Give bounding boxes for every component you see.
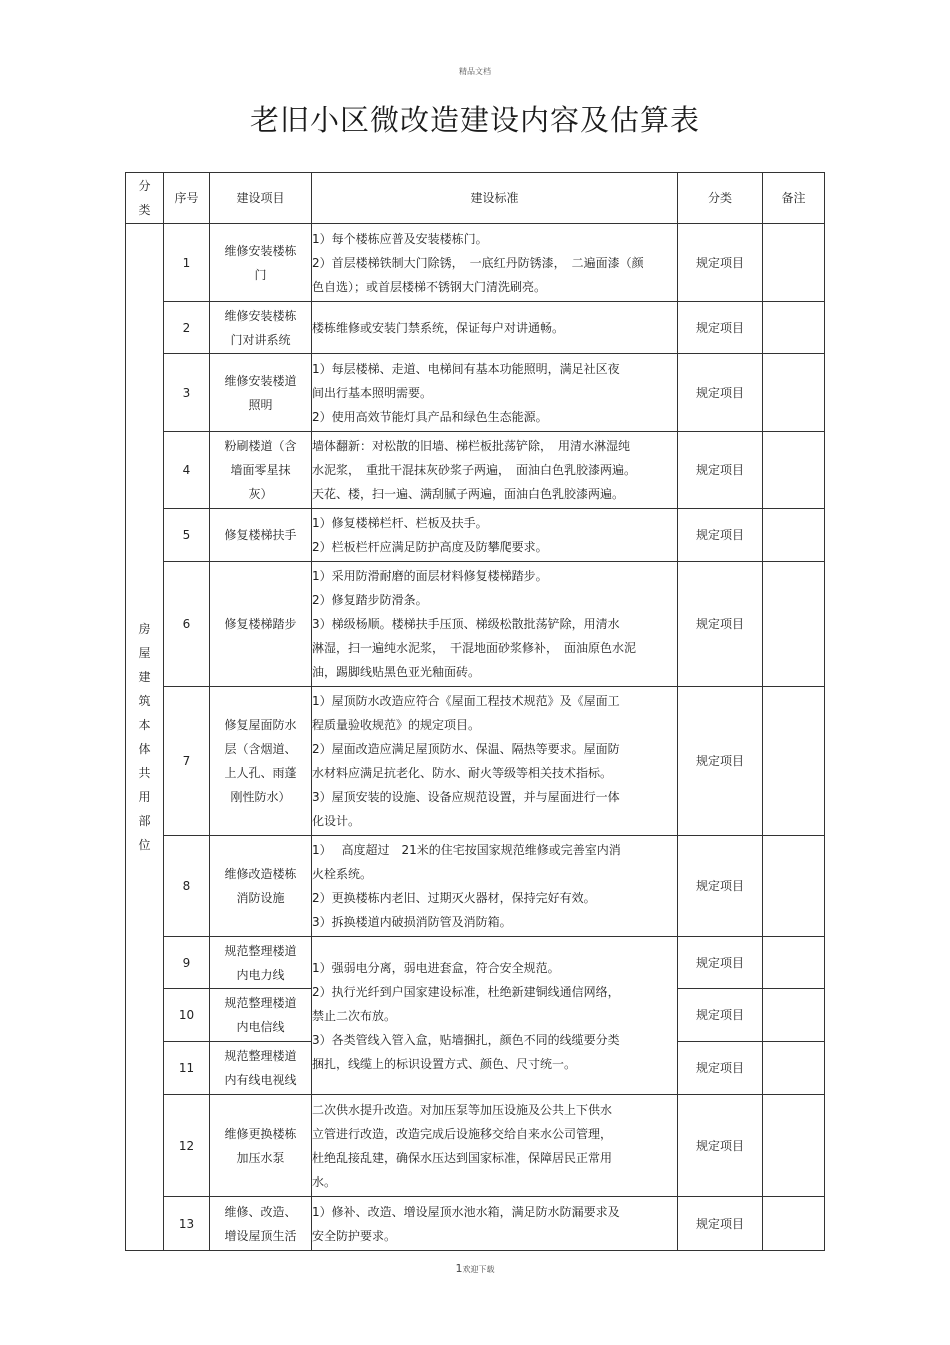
standard-line: 1）每层楼梯、走道、电梯间有基本功能照明，满足社区夜 (312, 361, 620, 376)
category-char: 部 (138, 814, 151, 828)
project-cell (210, 302, 312, 354)
type-cell: 规定项目 (678, 937, 763, 989)
table-row (126, 1095, 825, 1197)
standard-line: 色自选）；或首层楼梯不锈钢大门清洗刷亮。 (312, 279, 547, 294)
project-line: 消防设施 (236, 891, 285, 905)
standard-line: 1）采用防滑耐磨的面层材料修复楼梯踏步。 (312, 569, 548, 583)
standard-line: 2）栏板栏杆应满足防护高度及防攀爬要求。 (312, 540, 548, 554)
standard-cell (312, 302, 678, 354)
standard-cell (312, 509, 678, 562)
header-seq: 序号 (164, 173, 210, 224)
table-row (126, 432, 825, 509)
standard-cell (312, 562, 678, 687)
project-line: 层（含烟道、 (224, 742, 297, 756)
category-char: 屋 (138, 646, 151, 660)
remark-cell (763, 1042, 825, 1095)
project-line: 规范整理楼道 (224, 943, 297, 958)
type-cell: 规定项目 (678, 989, 763, 1042)
standard-line: 间出行基本照明需要。 (312, 385, 433, 400)
standard-line: 3）拆换楼道内破损消防管及消防箱。 (312, 915, 512, 929)
remark-cell (763, 354, 825, 432)
project-line: 粉刷楼道（含 (224, 439, 297, 453)
category-char: 建 (138, 670, 151, 684)
standard-line: 油，踢脚线贴黑色亚光釉面砖。 (312, 665, 481, 679)
project-line: 维修安装楼栋 (224, 308, 297, 323)
type-cell: 规定项目 (678, 1197, 763, 1251)
type-cell: 规定项目 (678, 1095, 763, 1197)
project-line: 刚性防水） (230, 790, 291, 804)
standard-line: 安全防护要求。 (312, 1228, 397, 1243)
table-row (126, 1197, 825, 1251)
project-line: 照明 (248, 397, 273, 412)
project-line: 上人孔、雨蓬 (224, 766, 297, 780)
standard-line: 程质量验收规范》的规定项目。 (312, 718, 481, 732)
seq-cell: 13 (164, 1197, 210, 1251)
page-number: 1 (455, 1262, 463, 1275)
standard-cell (312, 836, 678, 937)
project-line: 增设屋顶生活 (224, 1228, 297, 1243)
standard-line: 1）每个楼栋应普及安装楼栋门。 (312, 231, 488, 246)
project-line: 维修更换楼栋 (224, 1126, 297, 1141)
project-line: 规范整理楼道 (224, 996, 297, 1010)
standard-cell-merged (312, 937, 678, 1095)
page-title: 老旧小区微改造建设内容及估算表 (249, 103, 700, 137)
project-line: 门 (254, 267, 267, 282)
header-standard: 建设标准 (312, 173, 678, 224)
type-cell: 规定项目 (678, 509, 763, 562)
project-cell (210, 836, 312, 937)
seq-cell: 9 (164, 937, 210, 989)
standard-line: 墙体翻新：对松散的旧墙、梯栏板批荡铲除， 用清水淋湿纯 (312, 439, 631, 453)
type-cell: 规定项目 (678, 1042, 763, 1095)
standard-line: 杜绝乱接乱建，确保水压达到国家标准，保障居民正常用 (312, 1150, 613, 1165)
standard-line: 1）修补、改造、增设屋顶水池水箱，满足防水防漏要求及 (312, 1204, 620, 1219)
remark-cell (763, 937, 825, 989)
page-footer (0, 1262, 950, 1275)
standard-line: 水泥浆， 重批干混抹灰砂浆子两遍， 面油白色乳胶漆两遍。 (312, 463, 637, 477)
project-cell (210, 687, 312, 836)
standard-line: 立管进行改造，改造完成后设施移交给自来水公司管理， (312, 1126, 613, 1141)
category-char: 房 (138, 622, 151, 636)
seq-cell: 11 (164, 1042, 210, 1095)
remark-cell (763, 1095, 825, 1197)
header-category (126, 173, 164, 224)
project-line: 修复屋面防水 (224, 718, 297, 732)
standard-line: 化设计。 (312, 814, 361, 828)
standard-line: 3）梯级杨顺。楼梯扶手压顶、梯级松散批荡铲除，用清水 (312, 617, 620, 631)
project-cell (210, 432, 312, 509)
remark-cell (763, 432, 825, 509)
table-header-row (126, 173, 825, 224)
type-cell: 规定项目 (678, 302, 763, 354)
seq-cell: 4 (164, 432, 210, 509)
type-cell: 规定项目 (678, 432, 763, 509)
standard-line: 2）更换楼栋内老旧、过期灭火器材，保持完好有效。 (312, 891, 596, 905)
standard-line: 2）屋面改造应满足屋顶防水、保温、隔热等要求。屋面防 (312, 742, 620, 756)
standard-cell (312, 432, 678, 509)
standard-line: 1）强弱电分离，弱电进套盒，符合安全规范。 (312, 960, 560, 975)
standard-line: 楼栋维修或安装门禁系统，保证每户对讲通畅。 (312, 320, 565, 335)
project-line: 内有线电视线 (224, 1073, 297, 1087)
category-char: 位 (138, 838, 151, 852)
project-cell (210, 562, 312, 687)
project-cell (210, 224, 312, 302)
project-line: 维修、改造、 (224, 1204, 297, 1219)
project-line: 规范整理楼道 (224, 1049, 297, 1063)
standard-line: 1） 高度超过 21米的住宅按国家规范维修或完善室内消 (312, 843, 621, 857)
category-char: 用 (138, 790, 151, 804)
standard-line: 天花、楼，扫一遍、满刮腻子两遍，面油白色乳胶漆两遍。 (312, 487, 625, 501)
project-cell (210, 354, 312, 432)
table-row (126, 354, 825, 432)
seq-cell: 5 (164, 509, 210, 562)
standard-line: 3）屋顶安装的设施、设备应规范设置，并与屋面进行一体 (312, 790, 620, 804)
standard-line: 1）修复楼梯栏杆、栏板及扶手。 (312, 516, 488, 530)
project-cell (210, 989, 312, 1042)
seq-cell: 1 (164, 224, 210, 302)
table-row (126, 937, 825, 989)
header-category-line: 分 (138, 179, 151, 193)
seq-cell: 10 (164, 989, 210, 1042)
header-type: 分类 (678, 173, 763, 224)
standard-cell (312, 687, 678, 836)
remark-cell (763, 836, 825, 937)
standard-line: 火栓系统。 (312, 867, 373, 881)
table-row (126, 224, 825, 302)
category-char: 筑 (138, 694, 151, 708)
remark-cell (763, 687, 825, 836)
header-category-line: 类 (138, 203, 151, 217)
standard-line: 2）使用高效节能灯具产品和绿色生态能源。 (312, 409, 548, 424)
remark-cell (763, 509, 825, 562)
seq-cell: 12 (164, 1095, 210, 1197)
standard-line: 2）执行光纤到户国家建设标准，杜绝新建铜线通信网络， (312, 984, 620, 999)
type-cell: 规定项目 (678, 562, 763, 687)
standard-line: 禁止二次布放。 (312, 1008, 397, 1023)
project-line: 加压水泵 (236, 1150, 285, 1165)
header-remark: 备注 (763, 173, 825, 224)
remark-cell (763, 302, 825, 354)
project-cell (210, 937, 312, 989)
project-line: 修复楼梯扶手 (224, 528, 297, 542)
project-line: 内电信线 (236, 1020, 285, 1034)
seq-cell: 2 (164, 302, 210, 354)
project-line: 维修安装楼栋 (224, 243, 297, 258)
standard-line: 2）首层楼梯铁制大门除锈， 一底红丹防锈漆， 二遍面漆（颜 (312, 255, 644, 270)
category-char: 共 (138, 766, 151, 780)
standard-line: 水。 (312, 1174, 337, 1189)
project-line: 墙面零星抹 (230, 463, 291, 477)
table-row (126, 302, 825, 354)
table-row (126, 687, 825, 836)
seq-cell: 8 (164, 836, 210, 937)
seq-cell: 6 (164, 562, 210, 687)
type-cell: 规定项目 (678, 224, 763, 302)
category-cell (126, 224, 164, 1251)
remark-cell (763, 989, 825, 1042)
standard-cell (312, 354, 678, 432)
seq-cell: 7 (164, 687, 210, 836)
category-char: 体 (138, 742, 151, 756)
standard-line: 2）修复踏步防滑条。 (312, 593, 428, 607)
header-note: 精品文档 (459, 67, 491, 76)
project-line: 内电力线 (236, 967, 285, 982)
category-char: 本 (138, 718, 151, 732)
remark-cell (763, 224, 825, 302)
project-line: 维修安装楼道 (224, 373, 297, 388)
project-cell (210, 509, 312, 562)
seq-cell: 3 (164, 354, 210, 432)
estimate-table (125, 172, 825, 1251)
type-cell: 规定项目 (678, 836, 763, 937)
table-row (126, 509, 825, 562)
standard-cell (312, 1095, 678, 1197)
type-cell: 规定项目 (678, 354, 763, 432)
type-cell: 规定项目 (678, 687, 763, 836)
standard-cell (312, 1197, 678, 1251)
header-project: 建设项目 (210, 173, 312, 224)
standard-line: 3）各类管线入管入盒，贴墙捆扎，颜色不同的线缆要分类 (312, 1032, 620, 1047)
standard-line: 二次供水提升改造。对加压泵等加压设施及公共上下供水 (312, 1102, 613, 1117)
table-row (126, 836, 825, 937)
footer-text: 欢迎下载 (462, 1265, 495, 1274)
standard-line: 淋湿，扫一遍纯水泥浆， 干混地面砂浆修补， 面油原色水泥 (312, 641, 637, 655)
remark-cell (763, 562, 825, 687)
project-cell (210, 1095, 312, 1197)
standard-line: 水材料应满足抗老化、防水、耐火等级等相关技术指标。 (312, 766, 613, 780)
project-line: 门对讲系统 (230, 332, 291, 347)
standard-line: 捆扎，线缆上的标识设置方式、颜色、尺寸统一。 (312, 1056, 577, 1071)
project-line: 灰） (248, 487, 273, 501)
standard-line: 1）屋顶防水改造应符合《屋面工程技术规范》及《屋面工 (312, 694, 620, 708)
table-row (126, 562, 825, 687)
remark-cell (763, 1197, 825, 1251)
project-cell (210, 1042, 312, 1095)
project-line: 修复楼梯踏步 (224, 617, 297, 631)
standard-cell (312, 224, 678, 302)
project-line: 维修改造楼栋 (224, 867, 297, 881)
project-cell (210, 1197, 312, 1251)
